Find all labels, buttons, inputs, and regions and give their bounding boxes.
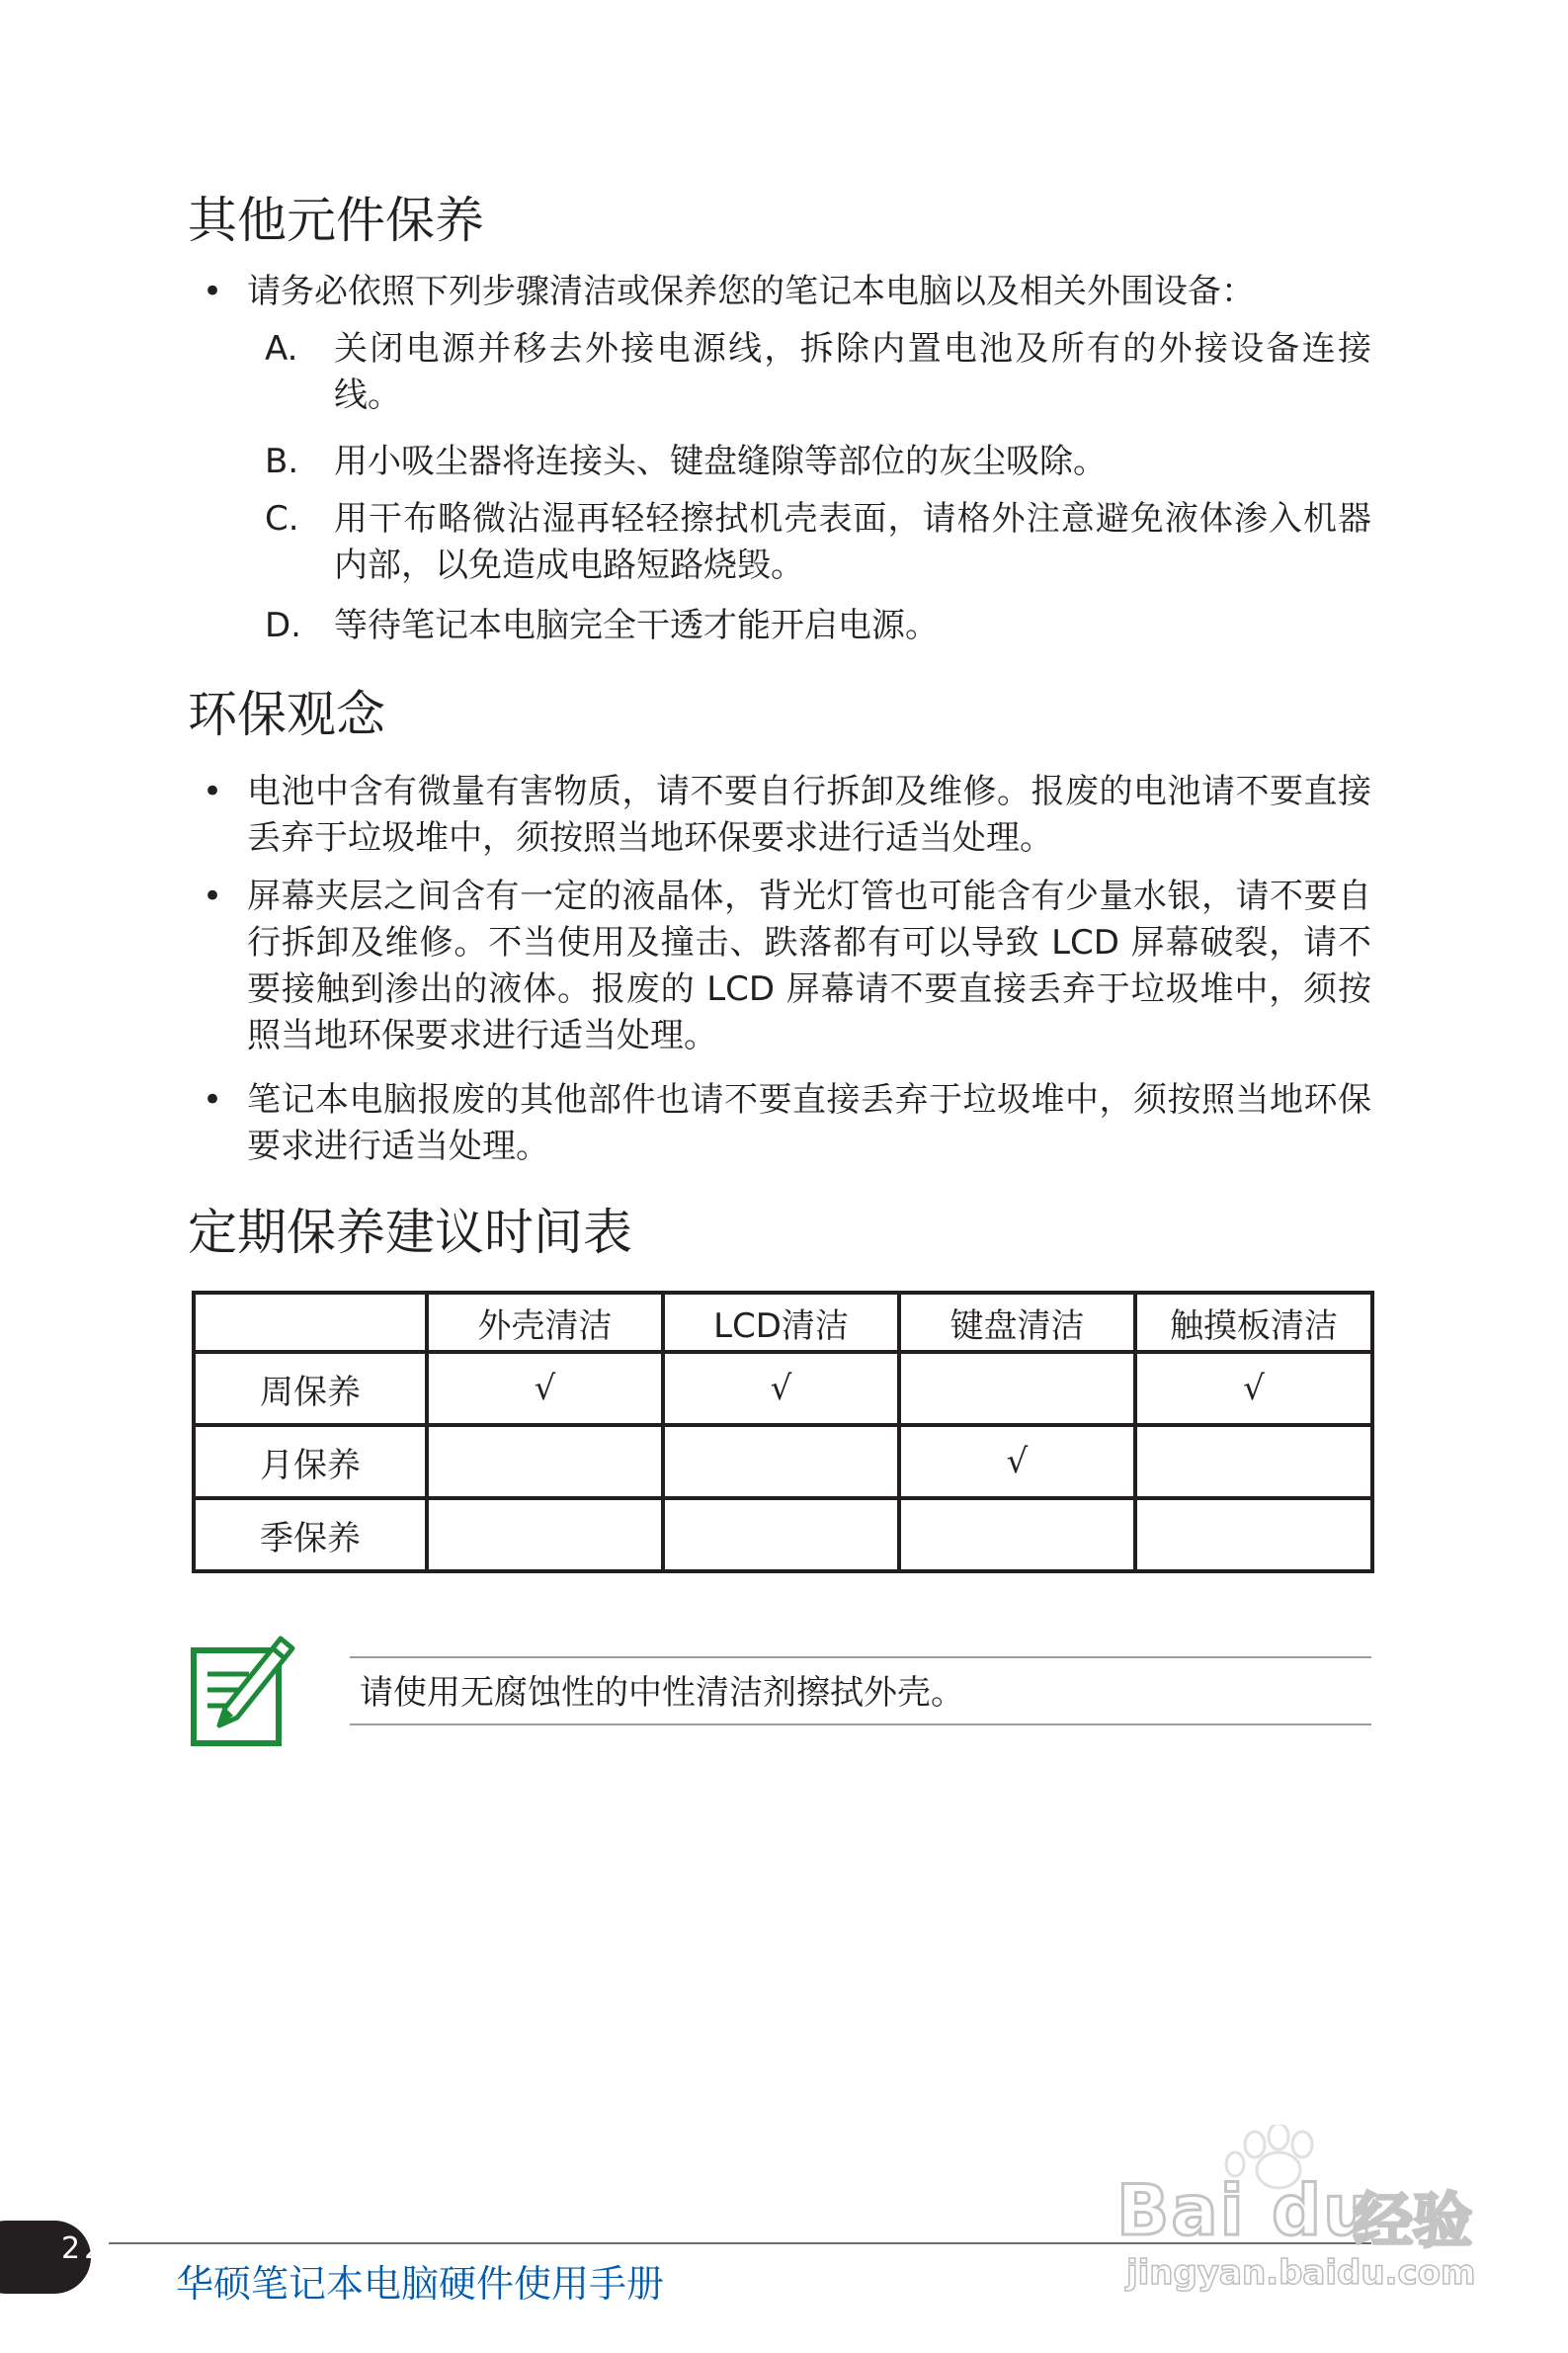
page-number: 22 xyxy=(61,2231,108,2266)
table-header-cell: 外壳清洁 xyxy=(427,1293,663,1352)
table-row xyxy=(194,1425,1372,1498)
table-row xyxy=(194,1352,1372,1425)
watermark-brand: Bai du xyxy=(1116,2170,1374,2251)
bullet-dot: • xyxy=(203,877,223,916)
note-top-rule xyxy=(350,1656,1371,1658)
bullet-dot: • xyxy=(203,772,223,811)
step-text: 用小吸尘器将连接头、键盘缝隙等部位的灰尘吸除。 xyxy=(334,442,1107,481)
section-title-eco: 环保观念 xyxy=(188,686,385,743)
table-cell xyxy=(663,1498,899,1571)
table-cell xyxy=(1135,1498,1372,1571)
note-pencil-icon xyxy=(190,1629,298,1747)
table-cell xyxy=(899,1352,1135,1425)
step-text: 关闭电源并移去外接电源线，拆除内置电池及所有的外接设备连接线。 xyxy=(334,329,1371,415)
eco-bullet: 笔记本电脑报废的其他部件也请不要直接丢弃于垃圾堆中，须按照当地环保要求进行适当处理。 xyxy=(247,1080,1371,1166)
note-bottom-rule xyxy=(350,1723,1371,1725)
table-cell xyxy=(899,1498,1135,1571)
table-cell xyxy=(1135,1425,1372,1498)
care-intro: 请务必依照下列步骤清洁或保养您的笔记本电脑以及相关外围设备： xyxy=(247,272,1255,311)
watermark-url: jingyan.baidu.com xyxy=(1126,2253,1476,2293)
section-title-schedule: 定期保养建议时间表 xyxy=(188,1204,632,1261)
table-cell xyxy=(427,1425,663,1498)
table-header-cell: LCD清洁 xyxy=(663,1293,899,1352)
table-cell xyxy=(663,1425,899,1498)
step-text: 等待笔记本电脑完全干透才能开启电源。 xyxy=(334,606,939,645)
table-header-row xyxy=(194,1293,1372,1352)
step-letter: B. xyxy=(265,442,299,481)
bullet-dot: • xyxy=(203,1080,223,1120)
step-letter: D. xyxy=(265,606,301,645)
watermark-cn: 经验 xyxy=(1354,2187,1472,2256)
step-letter: A. xyxy=(265,329,298,369)
table-cell: √ xyxy=(1135,1352,1372,1425)
table-cell: √ xyxy=(663,1352,899,1425)
table-row xyxy=(194,1498,1372,1571)
table-header-cell: 键盘清洁 xyxy=(899,1293,1135,1352)
note-text: 请使用无腐蚀性的中性清洁剂擦拭外壳。 xyxy=(360,1673,964,1713)
row-label: 周保养 xyxy=(194,1352,427,1425)
step-letter: C. xyxy=(265,499,299,539)
eco-bullet: 屏幕夹层之间含有一定的液晶体，背光灯管也可能含有少量水银，请不要自行拆卸及维修。不当使用及撞击、跌落都有可以导致 LCD 屏幕破裂，请不要接触到渗出的液体。报废的 LCD 屏幕请不要直接丢弃于垃圾堆中，须按照当地环保要求进行适当处理。 xyxy=(247,877,1371,1055)
eco-bullet: 电池中含有微量有害物质，请不要自行拆卸及维修。报废的电池请不要直接丢弃于垃圾堆中，须按照当地环保要求进行适当处理。 xyxy=(247,772,1371,858)
table-header-cell xyxy=(194,1293,427,1352)
bullet-dot: • xyxy=(203,272,223,311)
section-title-care: 其他元件保养 xyxy=(188,192,484,249)
row-label: 季保养 xyxy=(194,1498,427,1571)
table-cell: √ xyxy=(427,1352,663,1425)
maintenance-schedule-table xyxy=(192,1291,1374,1573)
table-cell xyxy=(427,1498,663,1571)
table-cell: √ xyxy=(899,1425,1135,1498)
step-text: 用干布略微沾湿再轻轻擦拭机壳表面，请格外注意避免液体渗入机器内部，以免造成电路短路烧毁。 xyxy=(334,499,1371,585)
row-label: 月保养 xyxy=(194,1425,427,1498)
table-header-cell: 触摸板清洁 xyxy=(1135,1293,1372,1352)
footer-title: 华硕笔记本电脑硬件使用手册 xyxy=(176,2262,665,2306)
